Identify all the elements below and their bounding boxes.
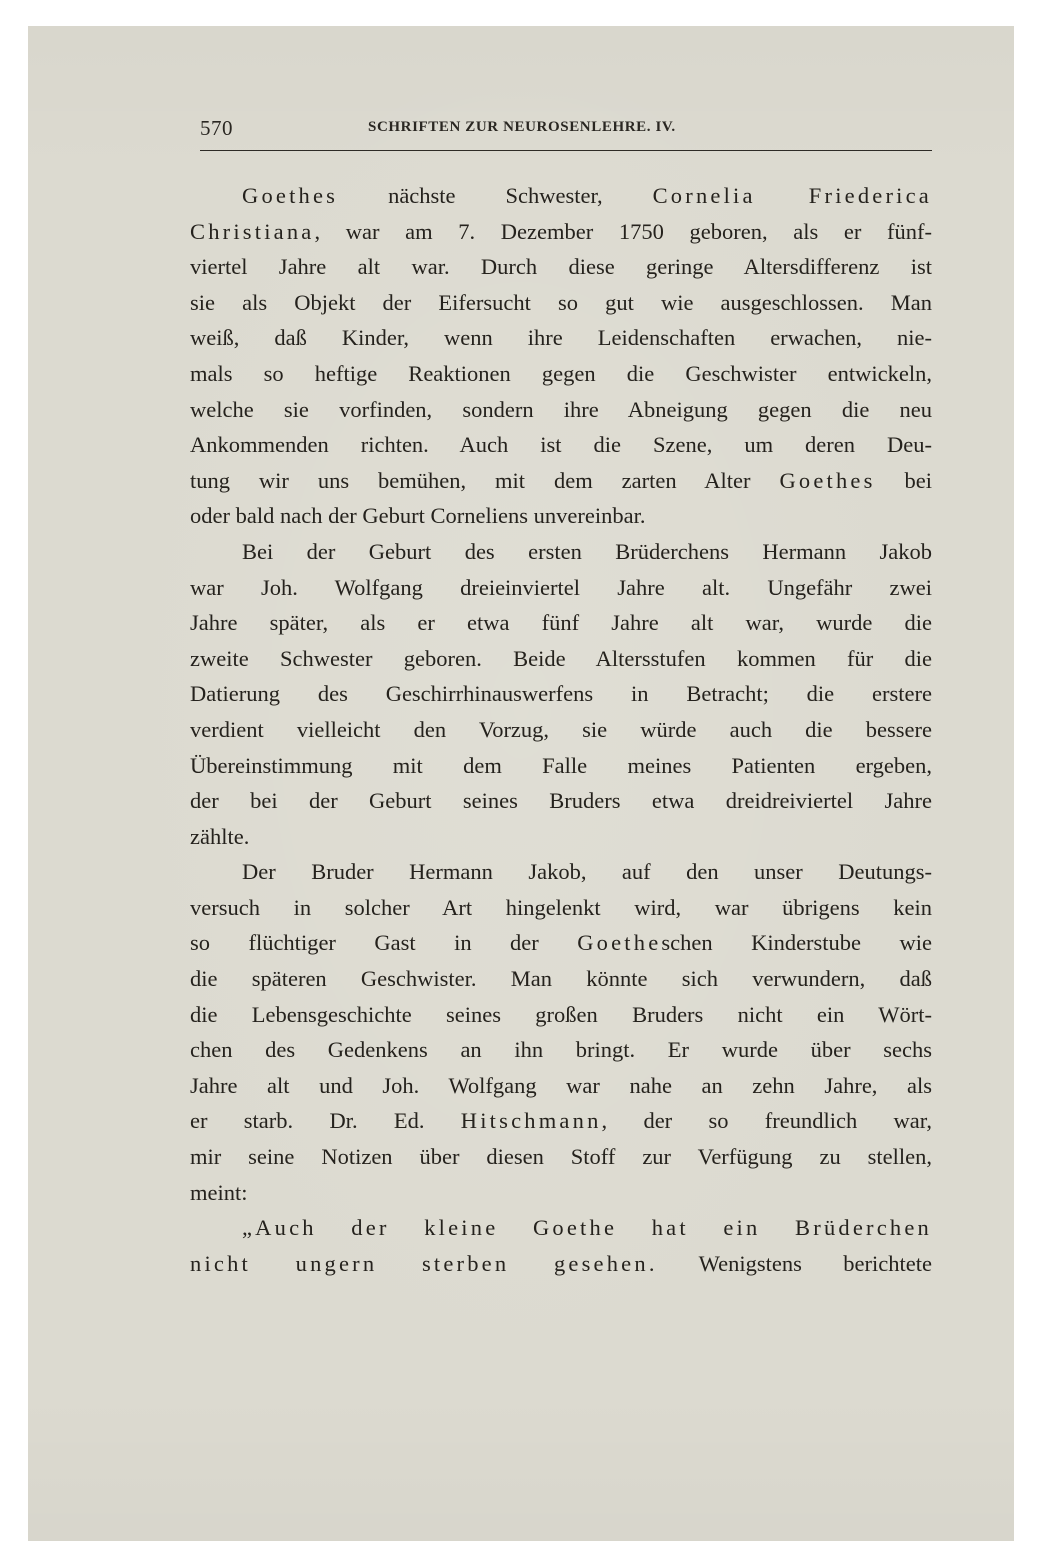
text-line: oder bald nach der Geburt Corneliens unvereinbar. [190,503,646,529]
text-line: weiß, daß Kinder, wenn ihre Leidenschaften erwachen, nie- [190,325,932,351]
text-line: zweite Schwester geboren. Beide Altersstufen kommen für die [190,645,932,671]
text-line: nicht ungern sterben gesehen. Wenigstens berichtete [190,1250,932,1276]
text-line: war Joh. Wolfgang dreieinviertel Jahre alt. Ungefähr zwei [190,574,932,600]
text-line: die späteren Geschwister. Man könnte sich verwundern, daß [190,966,932,992]
page-number: 570 [200,116,233,140]
text-line: zählte. [190,823,250,849]
text-line: er starb. Dr. Ed. Hitschmann, der so freundlich war, [190,1108,932,1134]
text-line: Der Bruder Hermann Jakob, auf den unser Deutungs- [242,859,932,885]
text-line: der bei der Geburt seines Bruders etwa dreidreiviertel Jahre [190,788,932,814]
text-line: mir seine Notizen über diesen Stoff zur Verfügung zu stellen, [190,1144,932,1170]
text-line: Bei der Geburt des ersten Brüderchens Hermann Jakob [242,538,932,564]
text-line: mals so heftige Reaktionen gegen die Geschwister entwickeln, [190,360,932,386]
text-line: chen des Gedenkens an ihn bringt. Er wurde über sechs [190,1037,932,1063]
text-line: „Auch der kleine Goethe hat ein Brüderchen [242,1215,932,1241]
text-line: verdient vielleicht den Vorzug, sie würde auch die bessere [190,716,932,742]
text-line: tung wir uns bemühen, mit dem zarten Alter Goethes bei [190,467,932,493]
text-line: viertel Jahre alt war. Durch diese geringe Altersdifferenz ist [190,254,932,280]
text-line: sie als Objekt der Eifersucht so gut wie ausgeschlossen. Man [190,289,932,315]
text-line: versuch in solcher Art hingelenkt wird, war übrigens kein [190,894,932,920]
text-line: Jahre alt und Joh. Wolfgang war nahe an zehn Jahre, als [190,1072,932,1098]
text-line: so flüchtiger Gast in der Goetheschen Kinderstube wie [190,930,932,956]
text-line: welche sie vorfinden, sondern ihre Abneigung gegen die neu [190,396,932,422]
text-line: Übereinstimmung mit dem Falle meines Patienten ergeben, [190,752,932,778]
header-rule [200,150,932,151]
running-title: SCHRIFTEN ZUR NEUROSENLEHRE. IV. [368,119,676,135]
text-line: Christiana, war am 7. Dezember 1750 geboren, als er fünf- [190,218,932,244]
text-line: Datierung des Geschirrhinauswerfens in Betracht; die erstere [190,681,932,707]
text-line: Goethes nächste Schwester, Cornelia Friederica [242,183,932,208]
text-line: Jahre später, als er etwa fünf Jahre alt war, wurde die [190,610,932,636]
text-line: meint: [190,1179,248,1205]
text-line: Ankommenden richten. Auch ist die Szene, um deren Deu- [190,432,932,458]
text-line: die Lebensgeschichte seines großen Bruders nicht ein Wört- [190,1001,932,1027]
page-header [200,116,932,148]
body-text [190,178,932,1281]
